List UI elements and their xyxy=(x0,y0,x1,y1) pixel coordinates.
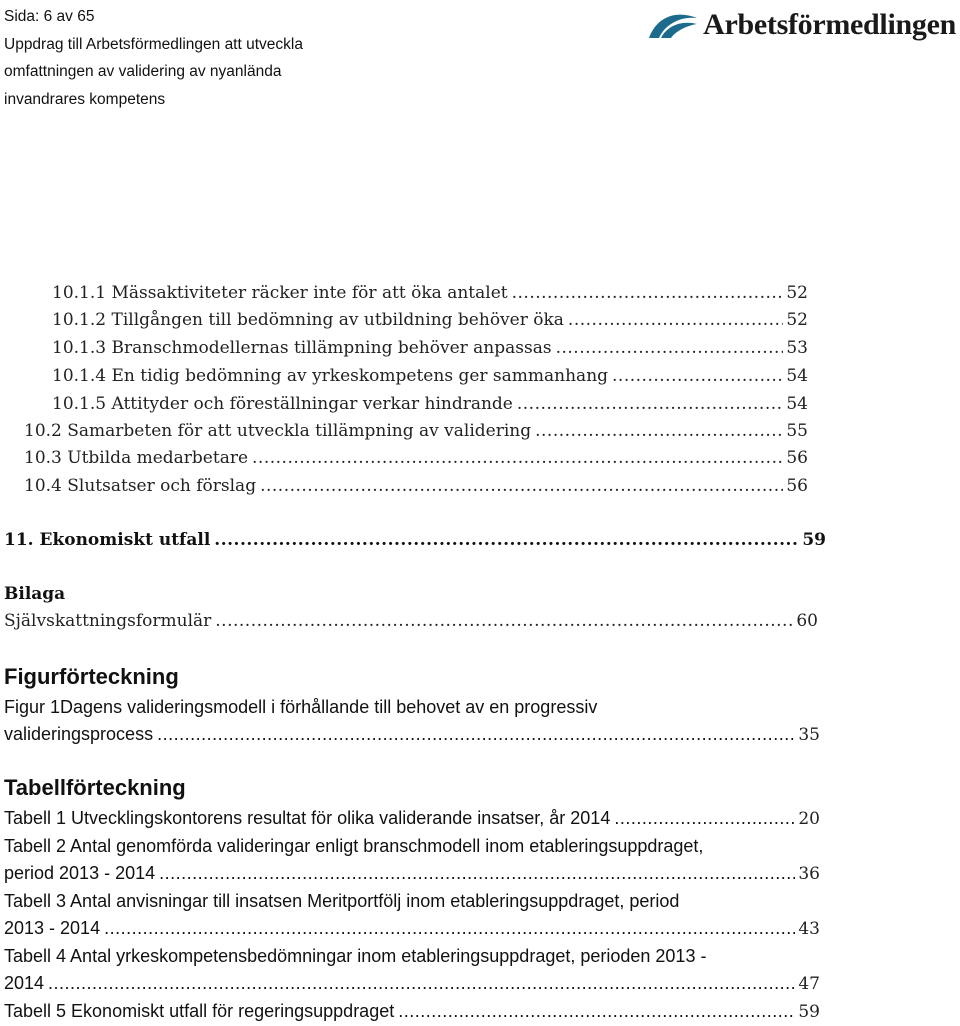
page-number: Sida: 6 av 65 xyxy=(4,8,95,25)
toc-title: Slutsatser och förslag xyxy=(67,476,257,496)
doc-title-line: Uppdrag till Arbetsförmedlingen att utveckla xyxy=(4,35,303,53)
doc-title-line: invandrares kompetens xyxy=(4,90,166,108)
toc-page: 54 xyxy=(786,394,808,414)
toc-entry[interactable] xyxy=(52,310,808,330)
table-page: 20 xyxy=(798,809,820,829)
toc-title: Samarbeten för att utveckla tillämpning av validering xyxy=(67,421,532,441)
toc-title: Tillgången till bedömning av utbildning behöver öka xyxy=(111,310,564,330)
table-page: 59 xyxy=(798,1002,820,1022)
toc-title: Branschmodellernas tillämpning behöver anpassas xyxy=(111,338,552,358)
toc-page: 55 xyxy=(786,421,808,441)
toc-page: 52 xyxy=(786,283,808,303)
figure-page: 35 xyxy=(798,725,820,745)
table-entry[interactable] xyxy=(4,918,820,939)
toc-title: Attityder och föreställningar verkar hindrande xyxy=(111,394,513,414)
toc-page: 56 xyxy=(786,448,808,468)
table-entry-line: Tabell 3 Antal anvisningar till insatsen Meritportfölj inom etableringsuppdraget, period xyxy=(4,891,680,911)
table-title: Tabell 5 Ekonomiskt utfall för regeringsuppdraget xyxy=(4,1001,395,1021)
table-entry[interactable] xyxy=(4,808,820,829)
toc-number: 10.1.3 xyxy=(52,338,107,358)
toc-entry[interactable] xyxy=(52,283,808,303)
table-entry[interactable] xyxy=(4,973,820,994)
toc-page: 53 xyxy=(786,338,808,358)
table-page: 43 xyxy=(798,919,820,939)
toc-entry[interactable] xyxy=(4,611,818,631)
toc-title: Självskattningsformulär xyxy=(4,611,212,631)
toc-entry[interactable] xyxy=(52,394,808,414)
toc-number: 10.1.1 xyxy=(52,283,107,303)
toc-chapter-entry[interactable] xyxy=(4,530,826,550)
doc-title-line: omfattningen av validering av nyanlända xyxy=(4,63,282,80)
toc-entry[interactable] xyxy=(52,338,808,358)
arbetsformedlingen-logo xyxy=(647,4,956,46)
table-title: 2014 xyxy=(4,973,45,993)
table-entry[interactable] xyxy=(4,1001,820,1022)
toc-entry[interactable] xyxy=(24,476,808,496)
figure-title: valideringsprocess xyxy=(4,724,154,744)
toc-title: En tidig bedömning av yrkeskompetens ger sammanhang xyxy=(111,366,609,386)
table-entry[interactable] xyxy=(4,863,820,884)
toc-number: 10.1.2 xyxy=(52,310,107,330)
toc-title: Mässaktiviteter räcker inte för att öka antalet xyxy=(111,283,508,303)
table-list-heading: Tabellförteckning xyxy=(4,775,186,800)
table-entry-line: Tabell 4 Antal yrkeskompetensbedömningar inom etableringsuppdraget, perioden 2013 - xyxy=(4,946,707,966)
table-title: Tabell 1 Utvecklingskontorens resultat för olika validerande insatser, år 2014 xyxy=(4,808,611,828)
toc-number: 10.3 xyxy=(24,448,62,468)
table-title: 2013 - 2014 xyxy=(4,918,101,938)
toc-number: 10.2 xyxy=(24,421,62,441)
toc-page: 52 xyxy=(786,310,808,330)
table-title: period 2013 - 2014 xyxy=(4,863,156,883)
toc-entry[interactable] xyxy=(52,366,808,386)
bilaga-heading: Bilaga xyxy=(4,584,66,604)
logo-mark-icon xyxy=(647,8,699,42)
toc-title: 11. Ekonomiskt utfall xyxy=(4,530,211,550)
table-page: 36 xyxy=(798,864,820,884)
toc-page: 60 xyxy=(796,611,818,631)
toc-page: 56 xyxy=(786,476,808,496)
figure-entry-line: Figur 1Dagens valideringsmodell i förhållande till behovet av en progressiv xyxy=(4,697,598,717)
page-header xyxy=(4,3,303,113)
table-entry-line: Tabell 2 Antal genomförda valideringar enligt branschmodell inom etableringsuppdraget, xyxy=(4,836,704,856)
table-page: 47 xyxy=(798,974,820,994)
toc-page: 54 xyxy=(786,366,808,386)
toc-entry[interactable] xyxy=(24,448,808,468)
figure-list-heading: Figurförteckning xyxy=(4,664,179,689)
toc-number: 10.1.5 xyxy=(52,394,107,414)
toc-page: 59 xyxy=(802,530,826,550)
toc-title: Utbilda medarbetare xyxy=(67,448,249,468)
logo-text: Arbetsförmedlingen xyxy=(703,8,956,41)
toc-number: 10.4 xyxy=(24,476,62,496)
toc-entry[interactable] xyxy=(24,421,808,441)
figure-entry[interactable] xyxy=(4,724,820,745)
toc-number: 10.1.4 xyxy=(52,366,107,386)
